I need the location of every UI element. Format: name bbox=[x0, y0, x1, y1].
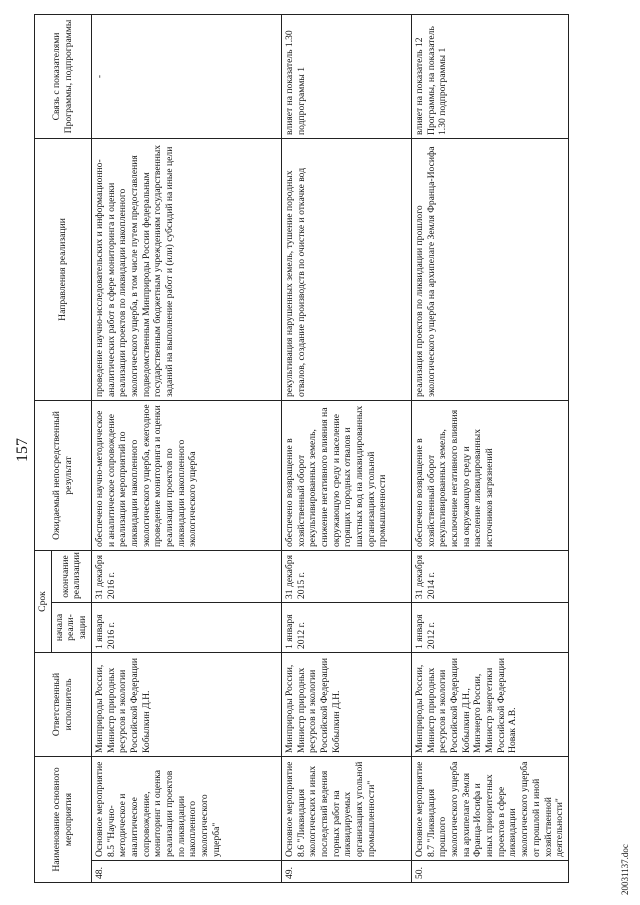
row-number: 50. bbox=[411, 861, 568, 883]
expected-result: обеспечено научно-методическое и аналитическое сопровождение реализации мероприятий по ликвидации накопленного экологического ущерба, ежегодное проведение мониторинга и оценки реализации проектов по ликвидации накопленного экологического ущерба bbox=[91, 400, 281, 550]
header-end: окончание реализации bbox=[51, 550, 91, 602]
activity-name: Основное мероприятие 8.6 "Ликвидация экологических и иных последствий ведения горных работ на ликвидируемых организациях угольной промышленности" bbox=[281, 756, 411, 860]
header-name: Наименование основного мероприятия bbox=[35, 756, 92, 882]
row-number: 48. bbox=[91, 861, 281, 883]
executor: Минприроды России, Министр природных ресурсов и экологии Российской Федерации Кобылкин Д.Н. bbox=[91, 652, 281, 756]
end-date: 31 декабря 2016 г. bbox=[91, 550, 281, 602]
expected-result: обеспечено возвращение в хозяйственный оборот рекультивированных земель, снижение негативного влияния на окружающую среду и население горящих породных отвалов и шахтных вод на ликвидированных организациях угольной промышленности bbox=[281, 400, 411, 550]
direction: реализация проектов по ликвидации прошлого экологического ущерба на архипелаге Земля Франца-Иосифа bbox=[411, 138, 568, 400]
start-date: 1 января 2012 г. bbox=[411, 602, 568, 652]
header-start: начала реали-зации bbox=[51, 602, 91, 652]
start-date: 1 января 2016 г. bbox=[91, 602, 281, 652]
end-date: 31 декабря 2014 г. bbox=[411, 550, 568, 602]
table-row bbox=[281, 14, 411, 882]
indicator-link: влияет на показатель 12 Программы, на показатель 1.30 подпрограммы 1 bbox=[411, 14, 568, 138]
indicator-link: влияет на показатель 1.30 подпрограммы 1 bbox=[281, 14, 411, 138]
executor: Минприроды России, Министр природных ресурсов и экологии Российской Федерации Кобылкин Д.Н., Минэнерго России, Министр энергетики Российской Федерации Новак А.В. bbox=[411, 652, 568, 756]
document-code: 20031137.doc bbox=[620, 844, 630, 895]
page-number: 157 bbox=[14, 438, 31, 462]
start-date: 1 января 2012 г. bbox=[281, 602, 411, 652]
end-date: 31 декабря 2015 г. bbox=[281, 550, 411, 602]
expected-result: обеспечено возвращение в хозяйственный оборот рекультивированных земель, исключение негативного влияния на окружающую среду и население ликвидированных источников загрязнений bbox=[411, 400, 568, 550]
row-number: 49. bbox=[281, 861, 411, 883]
direction: рекультивация нарушенных земель, тушение породных отвалов, создание производств по очистке и откачке вод bbox=[281, 138, 411, 400]
activity-name: Основное мероприятие 8.7 "Ликвидация прошлого экологического ущерба на архипелаге Земля Франца-Иосифа и иных приоритетных проектов в сфере ликвидации экологического ущерба от прошлой и иной хозяйственной деятельности" bbox=[411, 756, 568, 860]
header-term: Срок bbox=[35, 550, 52, 652]
table-row bbox=[91, 14, 281, 882]
table-header-row bbox=[35, 14, 52, 882]
header-link: Связь с показателями Программы, подпрограммы bbox=[35, 14, 92, 138]
activity-name: Основное мероприятие 8.5 "Научно-методическое и аналитическое сопровождение, мониторинг и оценка реализации проектов по ликвидации накопленного экологического ущерба" bbox=[91, 756, 281, 860]
activities-table bbox=[34, 14, 569, 883]
indicator-link: - bbox=[91, 14, 281, 138]
direction: проведение научно-исследовательских и информационно-аналитических работ в сфере мониторинга и оценки реализации проектов по ликвидации накопленного экологического ущерба, в том числе путем предоставления подведомственным Минприроды России федеральным государственным бюджетным учреждениям государственных заданий на выполнение работ и (или) субсидий на иные цели bbox=[91, 138, 281, 400]
table-row bbox=[411, 14, 568, 882]
header-result: Ожидаемый непосредственный результат bbox=[35, 400, 92, 550]
executor: Минприроды России, Министр природных ресурсов и экологии Российской Федерации Кобылкин Д.Н. bbox=[281, 652, 411, 756]
header-executor: Ответственный исполнитель bbox=[35, 652, 92, 756]
header-direction: Направления реализации bbox=[35, 138, 92, 400]
